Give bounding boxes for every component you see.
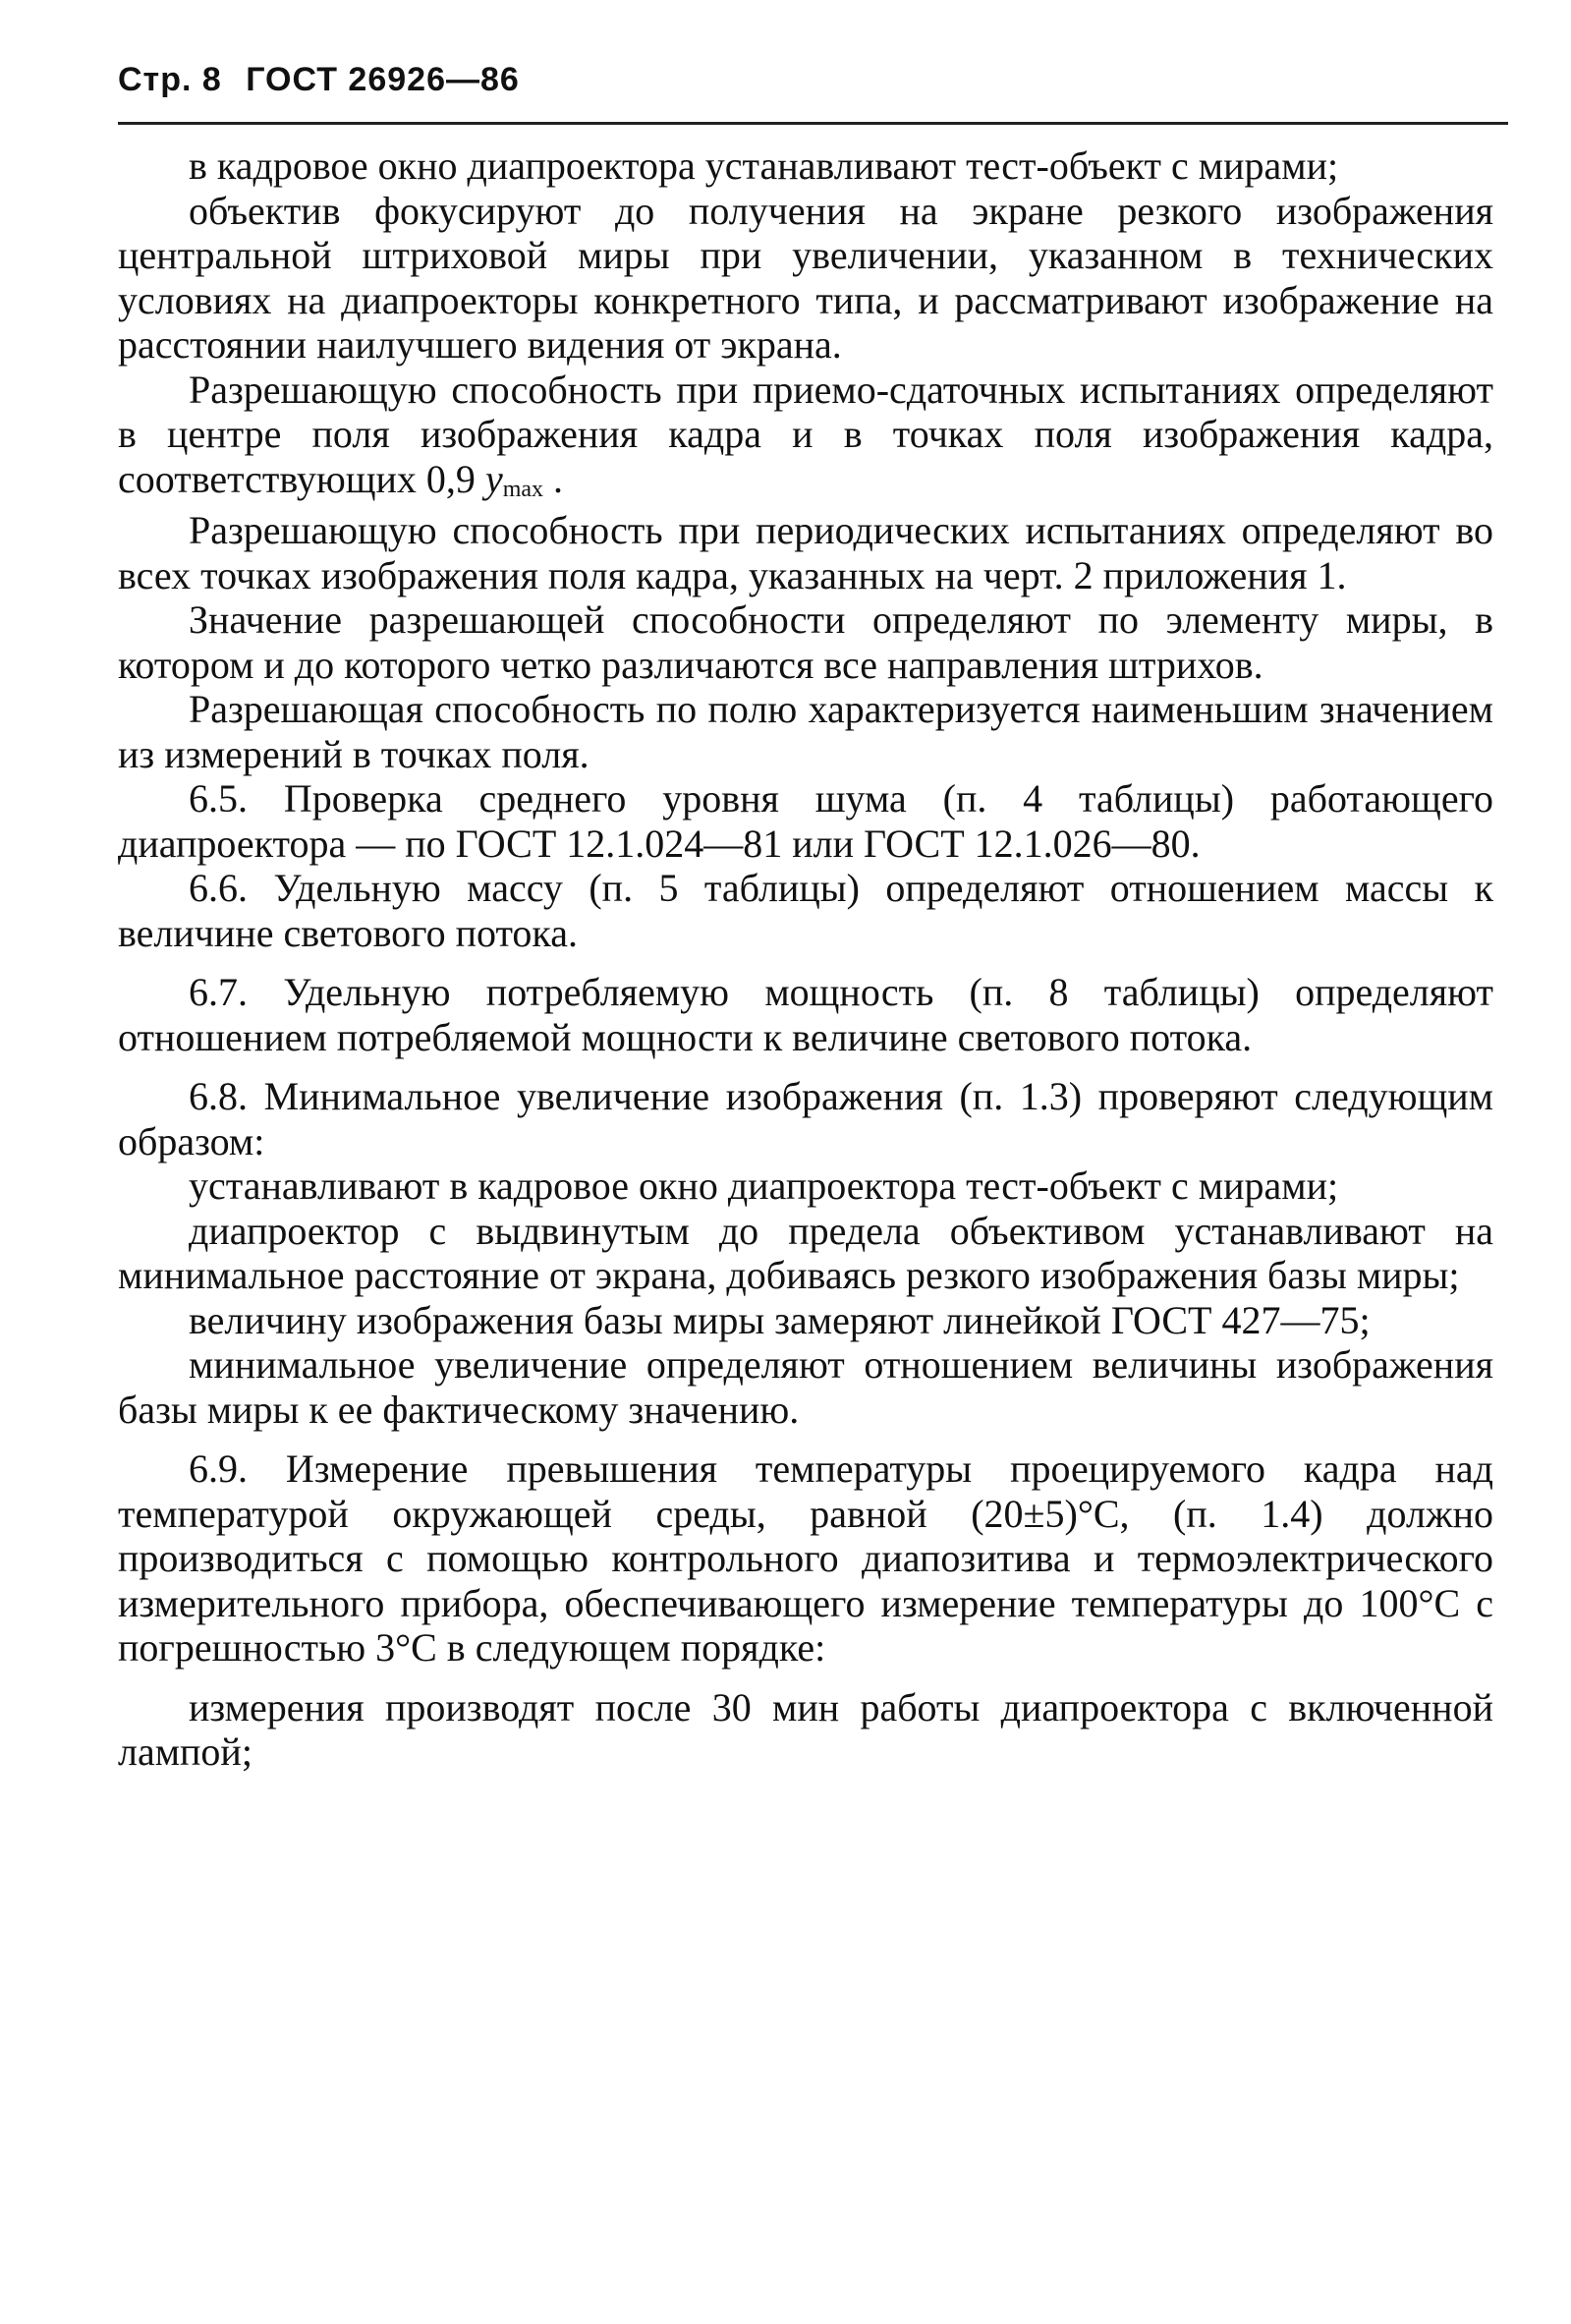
paragraph-periodic-resolution: Разрешающую способность при периодических испытаниях определяют во всех точках изображения поля кадра, указанных на черт. 2 приложения 1. bbox=[118, 508, 1493, 597]
ymax-subscript: max bbox=[502, 476, 544, 502]
header-divider bbox=[118, 122, 1508, 125]
page-number: Стр. 8 bbox=[118, 61, 222, 98]
page-header bbox=[118, 61, 533, 99]
document-body bbox=[118, 143, 1493, 1775]
paragraph-projector-distance: диапроектор с выдвинутым до предела объективом устанавливают на минимальное расстояние от экрана, добиваясь резкого изображения базы миры; bbox=[118, 1208, 1493, 1297]
clause-6-8: 6.8. Минимальное увеличение изображения (п. 1.3) проверяют следующим образом: bbox=[118, 1074, 1493, 1163]
paragraph-measure-base: величину изображения базы миры замеряют линейкой ГОСТ 427—75; bbox=[189, 1297, 1371, 1342]
clause-6-7: 6.7. Удельную потребляемую мощность (п. 8 таблицы) определяют отношением потребляемой мощности к величине светового потока. bbox=[118, 970, 1493, 1059]
paragraph-minimum-magnification: минимальное увеличение определяют отношением величины изображения базы миры к ее фактическому значению. bbox=[118, 1342, 1493, 1432]
paragraph-measurement-order: измерения производят после 30 мин работы диапроектора с включенной лампой; bbox=[118, 1684, 1493, 1774]
paragraph-install-test-object: устанавливают в кадровое окно диапроектора тест-объект с мирами; bbox=[189, 1163, 1339, 1208]
standard-designation: ГОСТ 26926—86 bbox=[246, 61, 520, 98]
paragraph-acceptance-resolution bbox=[118, 368, 1493, 509]
clause-6-6: 6.6. Удельную массу (п. 5 таблицы) определяют отношением массы к величине светового потока. bbox=[118, 866, 1493, 955]
ymax-symbol: y bbox=[484, 456, 503, 501]
acceptance-resolution-end: . bbox=[543, 456, 564, 501]
clause-6-5: 6.5. Проверка среднего уровня шума (п. 4 таблицы) работающего диапроектора — по ГОСТ 12.1.024—81 или ГОСТ 12.1.026—80. bbox=[118, 776, 1493, 866]
paragraph-resolution-value: Значение разрешающей способности определяют по элементу миры, в котором и до которого четко различаются все направления штрихов. bbox=[118, 597, 1493, 687]
clause-6-9: 6.9. Измерение превышения температуры проецируемого кадра над температурой окружающей среды, равной (20±5)°С, (п. 1.4) должно производиться с помощью контрольного диапозитива и термоэлектрического измерительного прибора, обеспечивающего измерение температуры до 100°С с погрешностью 3°С в следующем порядке: bbox=[118, 1446, 1493, 1670]
paragraph-focus-lens: объектив фокусируют до получения на экране резкого изображения центральной штриховой миры при увеличении, указанном в технических условиях на диапроекторы конкретного типа, и рассматривают изображение на расстоянии наилучшего видения от экрана. bbox=[118, 188, 1493, 367]
paragraph-frame-window: в кадровое окно диапроектора устанавливают тест-объект с мирами; bbox=[189, 143, 1339, 188]
paragraph-field-resolution: Разрешающая способность по полю характеризуется наименьшим значением из измерений в точках поля. bbox=[118, 687, 1493, 776]
acceptance-resolution-text: Разрешающую способность при приемо-сдаточных испытаниях определяют в центре поля изображения кадра и в точках поля изображения кадра, соответствующих 0,9 bbox=[118, 367, 1493, 501]
